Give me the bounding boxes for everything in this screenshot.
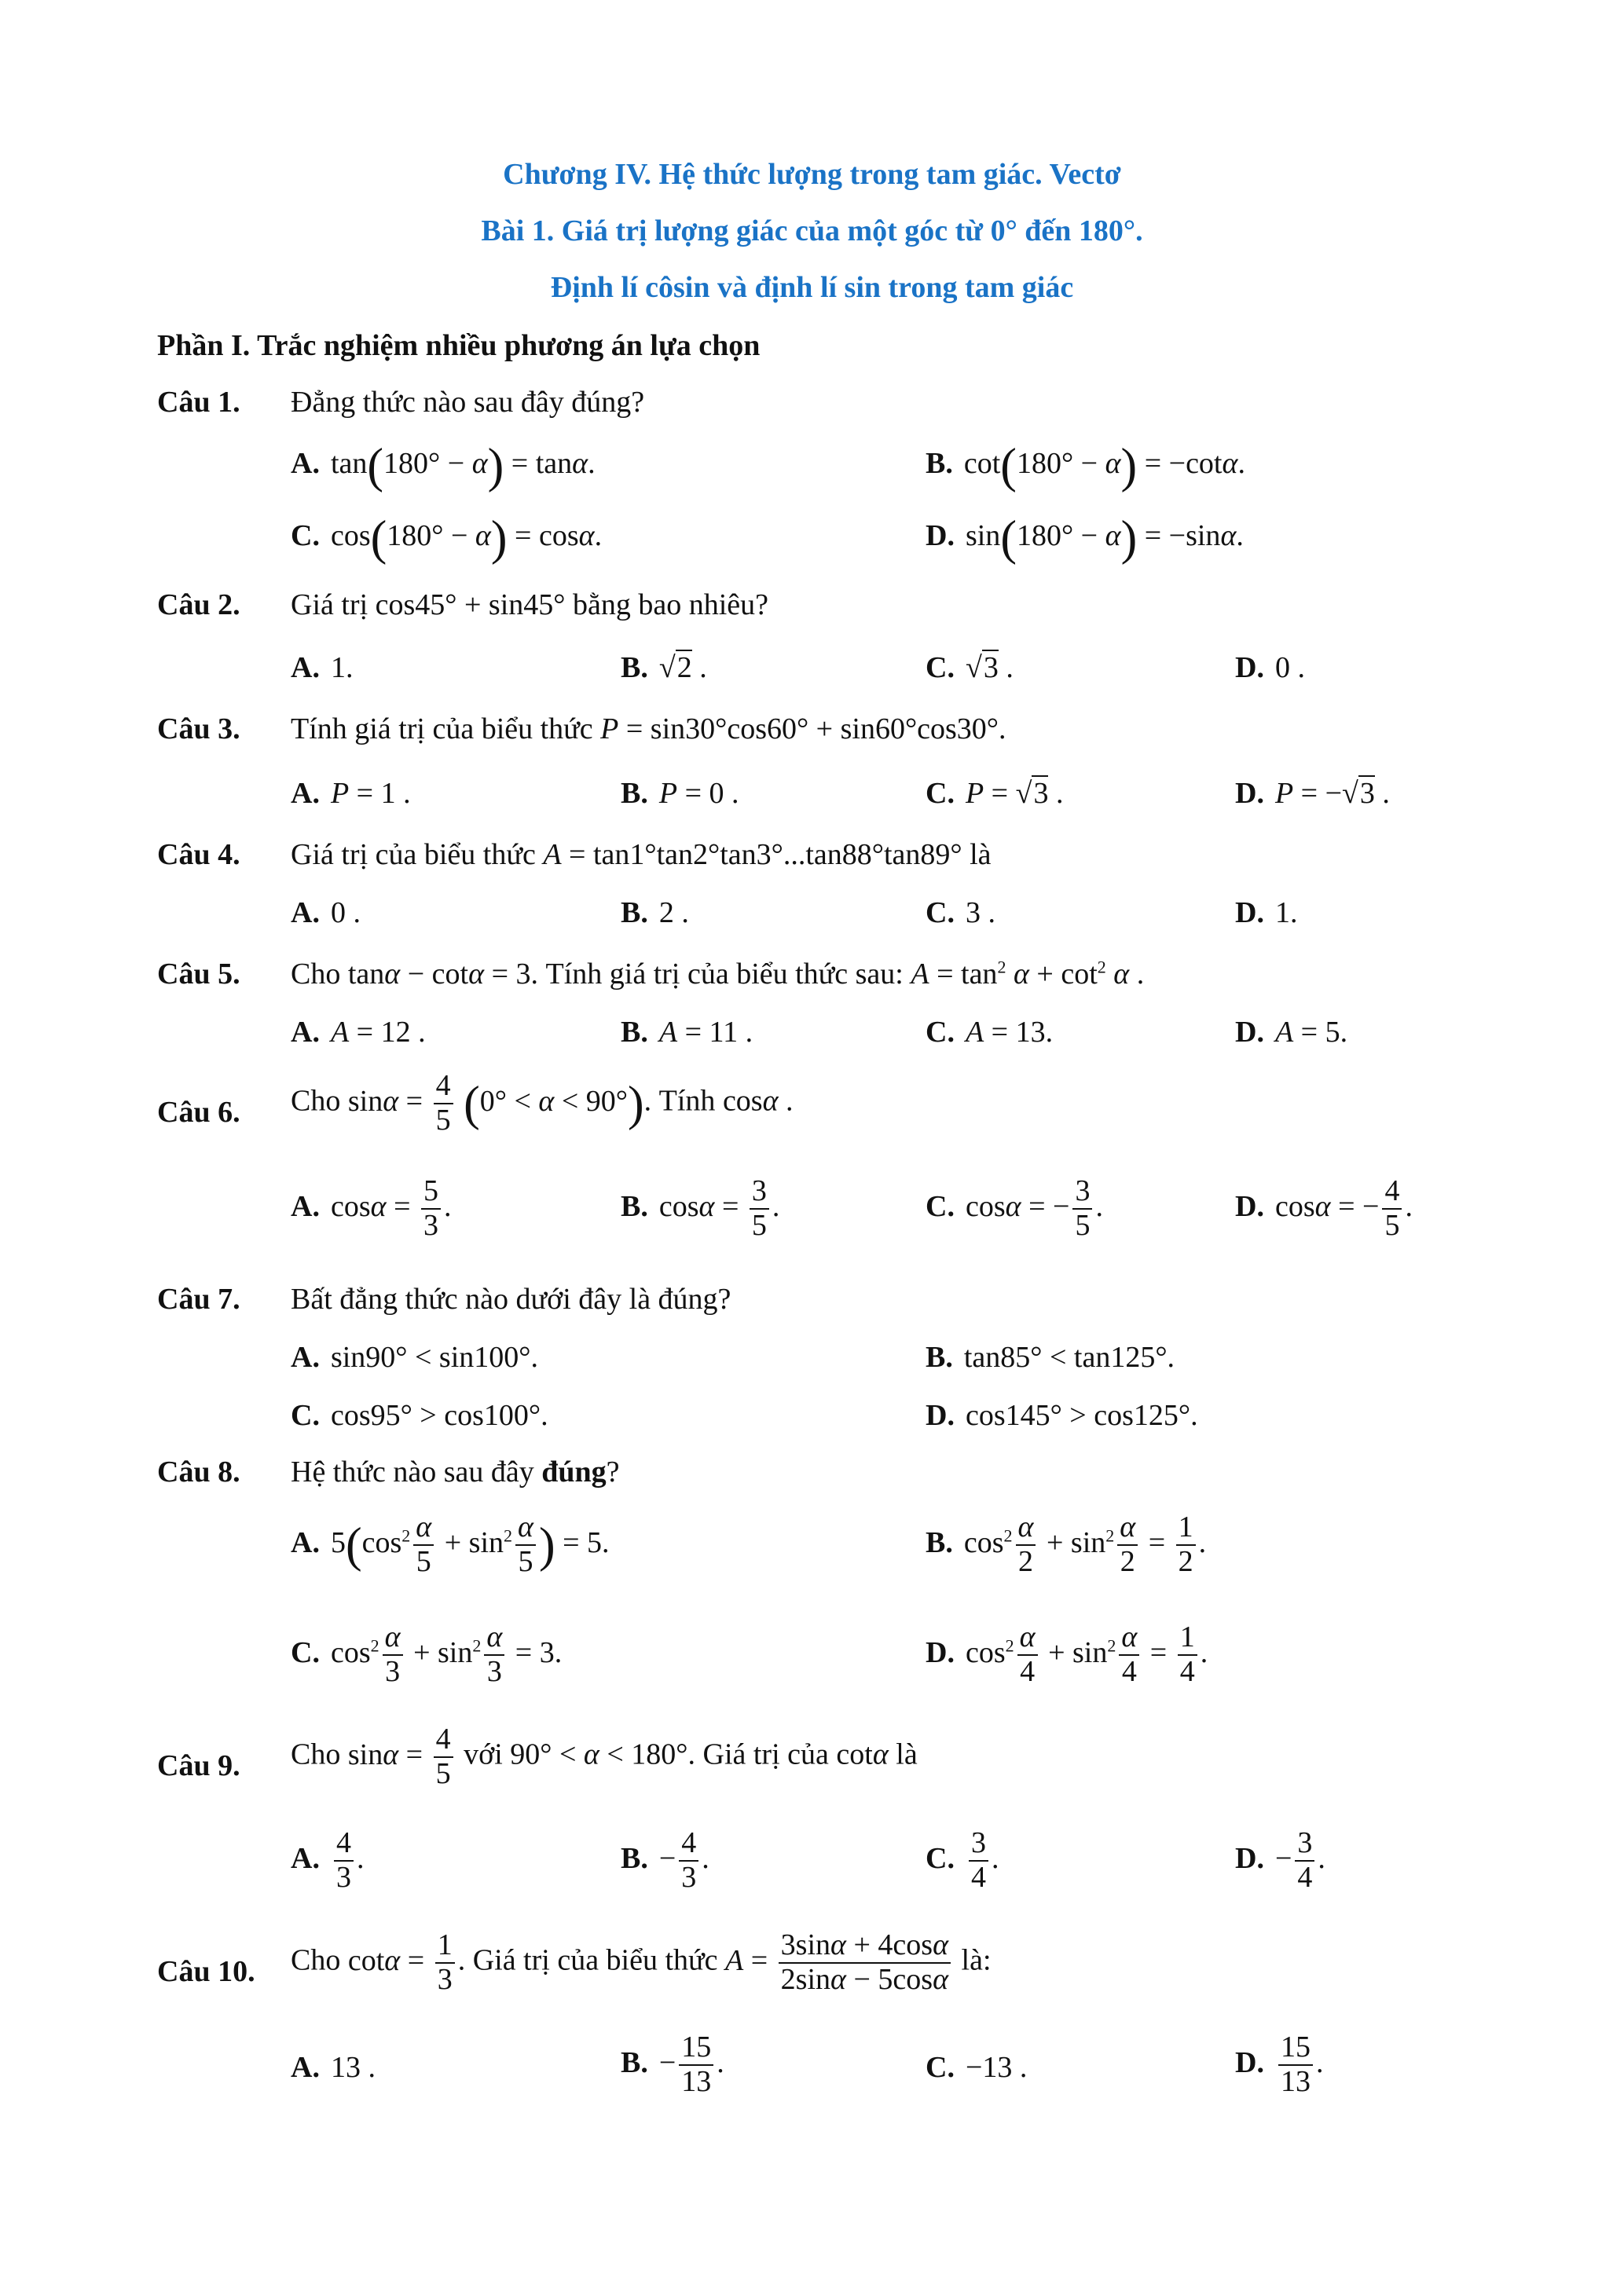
option-d: D. A = 5. xyxy=(1235,1016,1348,1049)
option-label: C. xyxy=(291,1635,320,1669)
option-a: A. $\frac{4}{3}$ . xyxy=(291,1826,365,1894)
option-a: A. 13 . xyxy=(291,2051,376,2084)
option-label: A. xyxy=(291,447,320,480)
question-label: Câu 7. xyxy=(157,1283,240,1316)
option-c: C. P = √3 . xyxy=(926,777,1064,810)
section-title: Phần I. Trắc nghiệm nhiều phương án lựa chọn xyxy=(157,329,761,362)
option-d: D. − $\frac{3}{4}$ . xyxy=(1235,1826,1325,1894)
option-c: C. cos(180° − α) = cosα. xyxy=(291,511,603,566)
option-label: D. xyxy=(926,519,955,552)
option-d: D. 1. xyxy=(1235,896,1298,929)
option-c: C. cosα = − $\frac{3}{5}$ . xyxy=(926,1174,1103,1242)
question-text: Cho sinα = $\frac{4}{5}$ với 90° < α < 180°. Giá trị của cotα là xyxy=(291,1723,918,1790)
question-text: Cho sinα = $\frac{4}{5}$ (0° < α < 90°). Tính cosα . xyxy=(291,1069,794,1137)
option-label: A. xyxy=(291,1341,320,1374)
option-label: B. xyxy=(621,1189,648,1223)
option-label: D. xyxy=(1235,1016,1264,1049)
option-label: B. xyxy=(621,1016,648,1049)
option-c: C. $\cos^2$ $\frac{\alpha}{3}$ + $\sin^2$ $\frac{\alpha}{3}$ = 3. xyxy=(291,1620,563,1688)
option-c: C. 3 . xyxy=(926,896,995,929)
option-a: A. P = 1 . xyxy=(291,777,411,810)
option-label: D. xyxy=(926,1399,955,1432)
option-label: B. xyxy=(621,896,648,929)
lesson-subtitle: Định lí côsin và định lí sin trong tam giác xyxy=(550,271,1074,304)
option-b: B. 2 . xyxy=(621,896,689,929)
question-label: Câu 5. xyxy=(157,958,240,991)
option-label: C. xyxy=(926,1016,955,1049)
question-text: Cho cotα = $\frac{1}{3}$ . Giá trị của biểu thức A = $\frac{3\sin\alpha + 4\cos\alpha}{2\sin\alpha - 5\cos\alpha}$ là: xyxy=(291,1928,992,1996)
option-label: A. xyxy=(291,1525,320,1559)
option-label: C. xyxy=(926,1841,955,1875)
option-b: B. − $\frac{4}{3}$ . xyxy=(621,1826,709,1894)
question-text: Đẳng thức nào sau đây đúng? xyxy=(291,386,645,419)
option-d: D. cos145° > cos125°. xyxy=(926,1399,1198,1432)
question-label: Câu 2. xyxy=(157,588,240,621)
question-text: Giá trị cos45° + sin45° bằng bao nhiêu? xyxy=(291,588,768,621)
option-b: B. √2 . xyxy=(621,651,707,684)
option-d: D. cosα = − $\frac{4}{5}$ . xyxy=(1235,1174,1413,1242)
option-label: D. xyxy=(1235,2045,1264,2079)
option-label: B. xyxy=(621,1841,648,1875)
option-b: B. tan85° < tan125°. xyxy=(926,1341,1175,1374)
option-c: C. cos95° > cos100°. xyxy=(291,1399,548,1432)
option-c: C. A = 13. xyxy=(926,1016,1054,1049)
option-d: D. 0 . xyxy=(1235,651,1305,684)
option-a: A. A = 12 . xyxy=(291,1016,426,1049)
question-label: Câu 10. xyxy=(157,1955,255,1988)
option-d: D. P = −√3 . xyxy=(1235,777,1390,810)
question-text: Tính giá trị của biểu thức P = sin30°cos60° + sin60°cos30°. xyxy=(291,712,1006,745)
option-label: B. xyxy=(621,2045,648,2079)
option-label: A. xyxy=(291,1841,320,1875)
option-d: D. $\frac{15}{13}$ . xyxy=(1235,2031,1324,2098)
question-text: Cho tanα − cotα = 3. Tính giá trị của biểu thức sau: $A = \tan^2 \alpha + \cot^2 \alpha$ . xyxy=(291,957,1145,991)
option-label: B. xyxy=(621,651,648,684)
option-label: B. xyxy=(926,1341,953,1374)
option-a: A. sin90° < sin100°. xyxy=(291,1341,538,1374)
option-label: A. xyxy=(291,896,320,929)
option-label: C. xyxy=(926,651,955,684)
option-label: D. xyxy=(1235,777,1264,810)
option-a: A. $5(\cos^2$ $\frac{\alpha}{5}$ + $\sin^2$ $\frac{\alpha}{5}$ ) = 5. xyxy=(291,1511,610,1578)
option-c: C. $\frac{3}{4}$ . xyxy=(926,1826,999,1894)
option-b: B. cosα = $\frac{3}{5}$ . xyxy=(621,1174,780,1242)
option-label: C. xyxy=(926,1189,955,1223)
option-label: C. xyxy=(926,777,955,810)
option-b: B. cot(180° − α) = −cotα. xyxy=(926,439,1245,493)
option-a: A. 1. xyxy=(291,651,354,684)
option-b: B. P = 0 . xyxy=(621,777,739,810)
option-label: D. xyxy=(1235,651,1264,684)
option-label: D. xyxy=(1235,1841,1264,1875)
option-a: A. cosα = $\frac{5}{3}$ . xyxy=(291,1174,452,1242)
question-text: Hệ thức nào sau đây đúng? xyxy=(291,1456,620,1489)
lesson-title: Bài 1. Giá trị lượng giác của một góc từ 0° đến 180°. xyxy=(481,214,1143,247)
option-label: C. xyxy=(291,519,320,552)
question-label: Câu 9. xyxy=(157,1749,240,1782)
option-label: B. xyxy=(926,1525,953,1559)
option-label: A. xyxy=(291,2051,320,2084)
option-label: A. xyxy=(291,651,320,684)
option-label: C. xyxy=(291,1399,320,1432)
option-b: B. $\cos^2$ $\frac{\alpha}{2}$ + $\sin^2$ $\frac{\alpha}{2}$ = $\frac{1}{2}$ . xyxy=(926,1511,1207,1578)
question-label: Câu 3. xyxy=(157,712,240,745)
option-c: C. √3 . xyxy=(926,651,1014,684)
chapter-title: Chương IV. Hệ thức lượng trong tam giác. Vectơ xyxy=(503,158,1121,191)
option-label: D. xyxy=(1235,896,1264,929)
question-text: Giá trị của biểu thức A = tan1°tan2°tan3°...tan88°tan89° là xyxy=(291,838,992,871)
question-label: Câu 1. xyxy=(157,386,240,419)
option-label: B. xyxy=(926,447,953,480)
option-label: D. xyxy=(926,1635,955,1669)
option-label: B. xyxy=(621,777,648,810)
option-label: D. xyxy=(1235,1189,1264,1223)
option-label: C. xyxy=(926,896,955,929)
question-label: Câu 6. xyxy=(157,1096,240,1129)
option-d: D. sin(180° − α) = −sinα. xyxy=(926,511,1244,566)
option-label: C. xyxy=(926,2051,955,2084)
question-label: Câu 4. xyxy=(157,838,240,871)
option-a: A. 0 . xyxy=(291,896,361,929)
option-d: D. $\cos^2$ $\frac{\alpha}{4}$ + $\sin^2$ $\frac{\alpha}{4}$ = $\frac{1}{4}$ . xyxy=(926,1620,1208,1688)
option-a: A. tan(180° − α) = tanα. xyxy=(291,439,596,493)
option-label: A. xyxy=(291,777,320,810)
option-b: B. A = 11 . xyxy=(621,1016,753,1049)
option-c: C. −13 . xyxy=(926,2051,1028,2084)
question-text: Bất đẳng thức nào dưới đây là đúng? xyxy=(291,1283,731,1316)
option-b: B. − $\frac{15}{13}$ . xyxy=(621,2031,724,2098)
question-label: Câu 8. xyxy=(157,1456,240,1489)
option-label: A. xyxy=(291,1189,320,1223)
option-label: A. xyxy=(291,1016,320,1049)
